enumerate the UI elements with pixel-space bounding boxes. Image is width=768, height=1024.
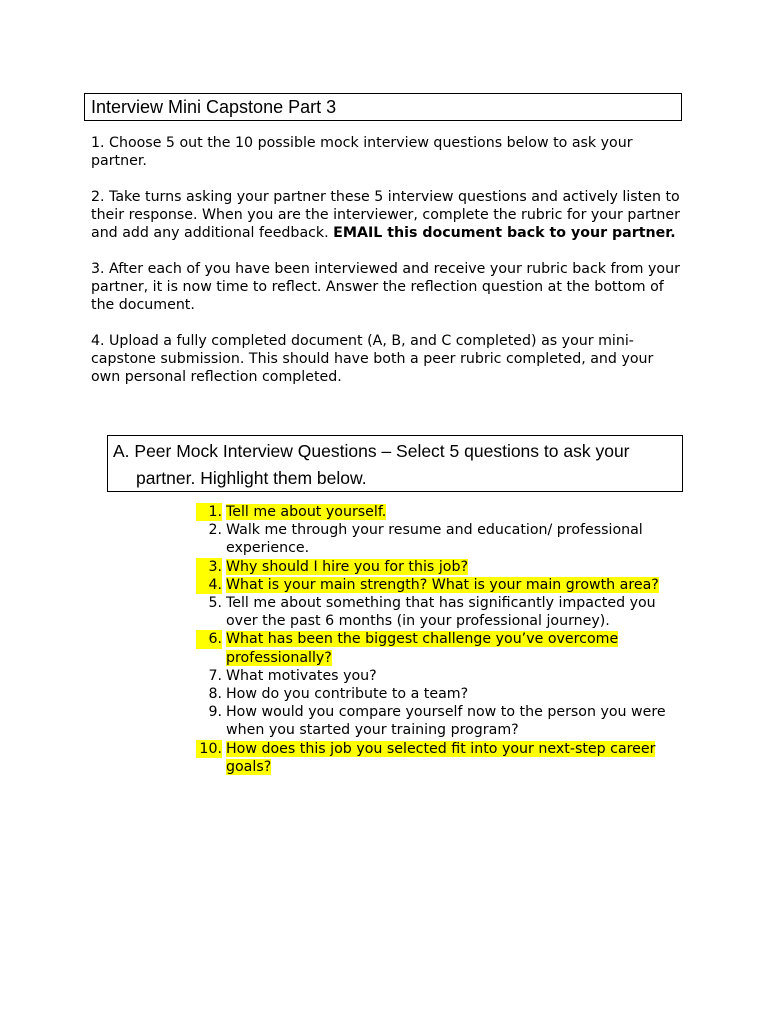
- list-item: [196, 703, 686, 739]
- question-text: Tell me about yourself.: [226, 504, 387, 520]
- list-item: [196, 503, 686, 521]
- question-number: 7.: [208, 667, 222, 684]
- question-text: How does this job you selected fit into your next-step career goals?: [226, 740, 656, 775]
- question-number: 1.: [196, 503, 222, 521]
- question-number: 9.: [208, 704, 222, 721]
- list-item: [196, 521, 686, 557]
- list-item: [196, 685, 686, 703]
- instruction-step-4: 4. Upload a fully completed document (A, B, and C completed) as your mini-capstone submission. This should have both a peer rubric completed, and your own personal reflection completed.: [91, 333, 654, 385]
- instructions: [91, 134, 681, 404]
- question-number: 5.: [208, 595, 222, 612]
- question-text: What has been the biggest challenge you’ve overcome professionally?: [226, 631, 619, 666]
- question-number: 10.: [196, 740, 222, 758]
- question-list: [196, 503, 686, 776]
- question-text: Walk me through your resume and education/ professional experience.: [226, 522, 643, 557]
- section-a-heading: A. Peer Mock Interview Questions – Select 5 questions to ask your partner. Highlight them below.: [107, 435, 683, 492]
- question-text: What is your main strength? What is your main growth area?: [226, 576, 659, 593]
- list-item: [196, 667, 686, 685]
- list-item: [196, 630, 686, 666]
- question-number: 2.: [208, 522, 222, 539]
- list-item: [196, 576, 686, 594]
- question-number: 4.: [196, 576, 222, 594]
- document-title: Interview Mini Capstone Part 3: [84, 93, 682, 121]
- instruction-step-2: [91, 188, 681, 242]
- instruction-step-1: 1. Choose 5 out the 10 possible mock interview questions below to ask your partner.: [91, 135, 633, 169]
- question-text: Why should I hire you for this job?: [226, 558, 468, 575]
- question-text: Tell me about something that has significantly impacted you over the past 6 months (in your professional journey).: [226, 595, 656, 630]
- instruction-step-2-bold: EMAIL this document back to your partner.: [333, 225, 676, 241]
- instruction-step-3: 3. After each of you have been interviewed and receive your rubric back from your partner, it is now time to reflect. Answer the reflection question at the bottom of the document.: [91, 261, 680, 313]
- list-item: [196, 558, 686, 576]
- question-number: 8.: [208, 686, 222, 703]
- list-item: [196, 594, 686, 630]
- list-item: [196, 740, 686, 776]
- question-number: 3.: [196, 558, 222, 576]
- question-text: How do you contribute to a team?: [226, 686, 469, 703]
- question-text: How would you compare yourself now to the person you were when you started your training program?: [226, 704, 666, 739]
- question-text: What motivates you?: [226, 667, 377, 684]
- question-number: 6.: [196, 630, 222, 648]
- instruction-step-2-text: 2. Take turns asking your partner these 5 interview questions and actively listen to their response. When you are the interviewer, complete the rubric for your partner and add any additional feedback.: [91, 189, 680, 241]
